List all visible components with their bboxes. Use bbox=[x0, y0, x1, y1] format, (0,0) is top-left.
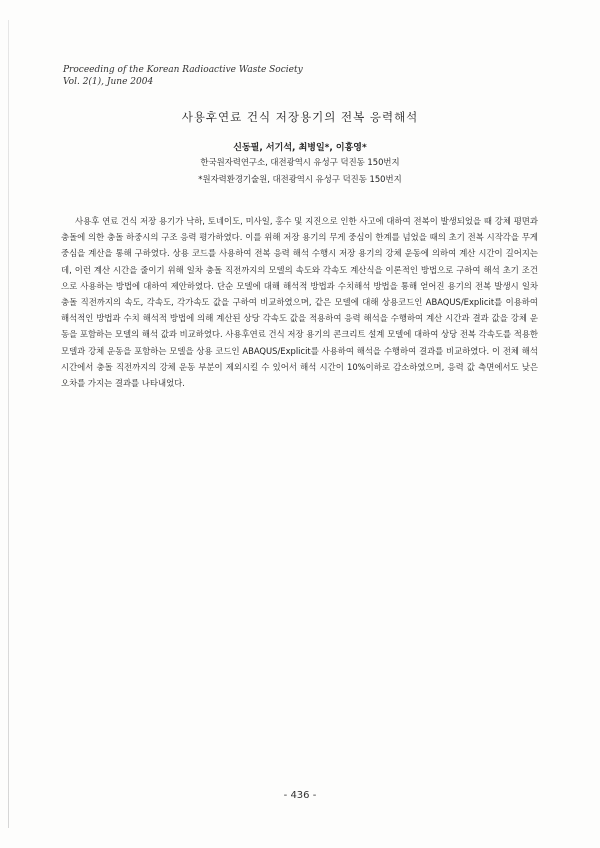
page-number: - 436 - bbox=[283, 790, 317, 801]
paper-title: 사용후연료 건식 저장용기의 전복 응력해석 bbox=[181, 110, 419, 124]
journal-header bbox=[63, 64, 303, 88]
affiliation-1: 한국원자력연구소, 대전광역시 유성구 덕진동 150번지 bbox=[200, 157, 400, 167]
journal-name: Proceeding of the Korean Radioactive Waste Society bbox=[63, 65, 303, 75]
author-list: 신동필, 서기석, 최병일*, 이흥영* bbox=[233, 143, 367, 153]
abstract-paragraph: 사용후 연료 건식 저장 용기가 낙하, 토네이도, 미사일, 홍수 및 지진으로 인한 사고에 대하여 전복이 발생되었을 때 강체 평면과 충돌에 의한 충돌 하중시의 구조 응력 평가하였다. 이를 위해 저장 용기의 무게 중심이 한계를 넘었을 때의 초기 전복 시작각을 무게 중심을 계산을 통해 구하였다. 상용 코드를 사용하여 전복 응력 해석 수행시 저장 용기의 강체 운동에 의하여 계산 시간이 길어지는 데, 이런 계산 시간을 줄이기 위해 일차 충돌 직전까지의 모델의 속도와 각속도 계산식을 이론적인 방법으로 구하여 해석 초기 조건으로 사용하는 방법에 대하여 제안하였다. 단순 모델에 대해 해석적 방법과 수치해석 방법을 통해 얻어진 용기의 전복 발생시 일차 충돌 직전까지의 속도, 각속도, 각가속도 값을 구하여 비교하였으며, 같은 모델에 대해 상용코드인 ABAQUS/Explicit를 이용하여 해석적인 방법과 수치 해석적 방법에 의해 계산된 상당 각속도 값을 적용하여 응력 해석을 수행하여 계산 시간과 결과 값을 강체 운동을 포함하는 모델의 해석 값과 비교하였다. 사용후연료 건식 저장 용기의 콘크리트 설계 모델에 대하여 상당 전복 각속도를 적용한 모델과 강체 운동을 포함하는 모델을 상용 코드인 ABAQUS/Explicit를 사용하여 해석을 수행하여 결과를 비교하였다. 이 전체 해석 시간에서 충돌 직전까지의 강체 운동 부분이 제외시킬 수 있어서 해석 시간이 10%이하로 감소하였으며, 응력 값 측면에서도 낮은 오차를 가지는 결과를 나타내었다. bbox=[61, 216, 538, 389]
affiliation-2: *원자력환경기술원, 대전광역시 유성구 덕진동 150번지 bbox=[198, 174, 402, 184]
journal-volume: Vol. 2(1), June 2004 bbox=[63, 77, 154, 87]
